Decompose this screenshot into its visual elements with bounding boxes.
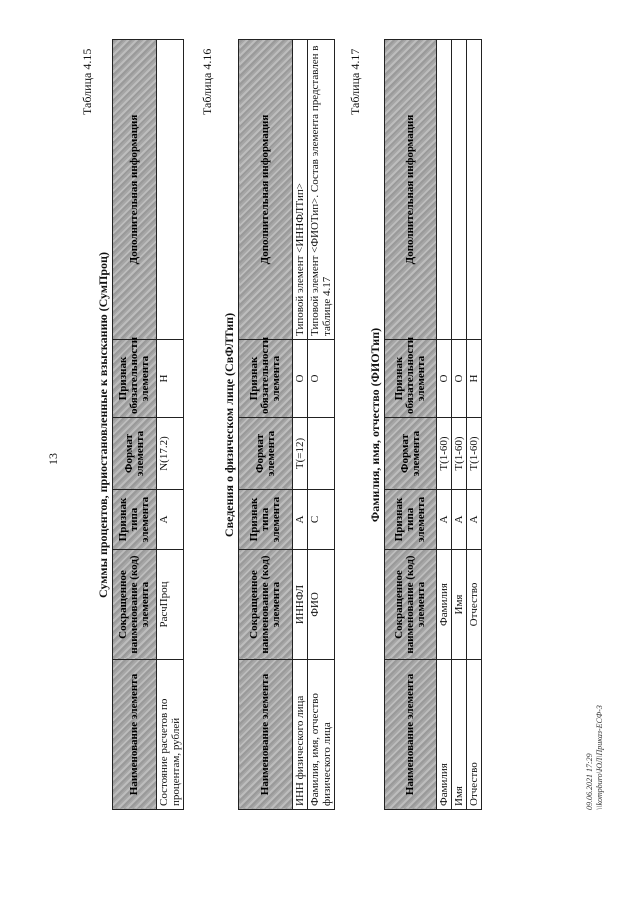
- cell-info: [452, 40, 467, 340]
- table-4-17-caption: Фамилия, имя, отчество (ФИОТип): [368, 327, 382, 523]
- cell-code: Имя: [452, 550, 467, 660]
- cell-format: Т(1-60): [452, 418, 467, 490]
- cell-required: Н: [467, 340, 482, 418]
- cell-info: Типовой элемент <ИННФЛТип>: [293, 40, 308, 340]
- cell-code: Отчество: [467, 550, 482, 660]
- cell-name: Фамилия, имя, отчество физического лица: [308, 660, 335, 810]
- col-info-header: Дополнительная информация: [239, 40, 293, 340]
- table-4-15-label: Таблица 4.15: [80, 48, 94, 115]
- col-type-header: Признак типа элемента: [385, 490, 437, 550]
- cell-type: А: [293, 490, 308, 550]
- col-info-header: Дополнительная информация: [113, 40, 157, 340]
- col-name-header: Наименование элемента: [239, 660, 293, 810]
- footer-date: 09.06.2021 17:29: [585, 753, 594, 810]
- cell-format: Т(=12): [293, 418, 308, 490]
- cell-required: Н: [157, 340, 184, 418]
- cell-type: С: [308, 490, 335, 550]
- table-4-17-label: Таблица 4.17: [348, 48, 362, 115]
- table-4-15-caption: Суммы процентов, приостановленные к взысканию (СумПроц): [96, 252, 110, 598]
- table-row: [437, 40, 452, 810]
- cell-info: [437, 40, 452, 340]
- cell-format: [308, 418, 335, 490]
- cell-name: Имя: [452, 660, 467, 810]
- table-row: [157, 40, 184, 810]
- footer-path: \\kompburo\ЮЛ\Приказ-ЕСФ-3: [595, 705, 604, 810]
- cell-code: РасчПроц: [157, 550, 184, 660]
- cell-code: Фамилия: [437, 550, 452, 660]
- col-required-header: Признак обязательности элемента: [385, 340, 437, 418]
- col-code-header: Сокращенное наименование (код) элемента: [385, 550, 437, 660]
- table-row: [293, 40, 308, 810]
- cell-code: ИННФЛ: [293, 550, 308, 660]
- footer-stamp: [585, 705, 605, 810]
- cell-name: ИНН физического лица: [293, 660, 308, 810]
- cell-required: О: [437, 340, 452, 418]
- cell-name: Состояние расчетов по процентам, рублей: [157, 660, 184, 810]
- cell-required: О: [308, 340, 335, 418]
- table-row: [308, 40, 335, 810]
- table-header-row: [113, 40, 157, 810]
- cell-required: О: [452, 340, 467, 418]
- cell-format: Т(1-60): [467, 418, 482, 490]
- col-info-header: Дополнительная информация: [385, 40, 437, 340]
- page-number: 13: [46, 453, 60, 465]
- cell-info: [157, 40, 184, 340]
- col-format-header: Формат элемента: [385, 418, 437, 490]
- cell-format: Т(1-60): [437, 418, 452, 490]
- cell-format: N(17.2): [157, 418, 184, 490]
- col-code-header: Сокращенное наименование (код) элемента: [239, 550, 293, 660]
- col-name-header: Наименование элемента: [113, 660, 157, 810]
- cell-code: ФИО: [308, 550, 335, 660]
- table-4-17: [384, 39, 482, 810]
- table-row: [467, 40, 482, 810]
- cell-info: Типовой элемент <ФИОТип>. Состав элемента представлен в таблице 4.17: [308, 40, 335, 340]
- table-row: [452, 40, 467, 810]
- table-4-16-caption: Сведения о физическом лице (СвФЛТип): [222, 312, 236, 538]
- col-format-header: Формат элемента: [239, 418, 293, 490]
- cell-type: А: [452, 490, 467, 550]
- col-format-header: Формат элемента: [113, 418, 157, 490]
- table-4-16: [238, 39, 335, 810]
- table-header-row: [385, 40, 437, 810]
- col-required-header: Признак обязательности элемента: [113, 340, 157, 418]
- cell-name: Фамилия: [437, 660, 452, 810]
- table-4-16-label: Таблица 4.16: [200, 48, 214, 115]
- table-4-15: [112, 39, 184, 810]
- cell-info: [467, 40, 482, 340]
- cell-type: А: [157, 490, 184, 550]
- col-type-header: Признак типа элемента: [113, 490, 157, 550]
- table-header-row: [239, 40, 293, 810]
- cell-name: Отчество: [467, 660, 482, 810]
- col-name-header: Наименование элемента: [385, 660, 437, 810]
- col-code-header: Сокращенное наименование (код) элемента: [113, 550, 157, 660]
- col-required-header: Признак обязательности элемента: [239, 340, 293, 418]
- cell-type: А: [467, 490, 482, 550]
- cell-type: А: [437, 490, 452, 550]
- col-type-header: Признак типа элемента: [239, 490, 293, 550]
- cell-required: О: [293, 340, 308, 418]
